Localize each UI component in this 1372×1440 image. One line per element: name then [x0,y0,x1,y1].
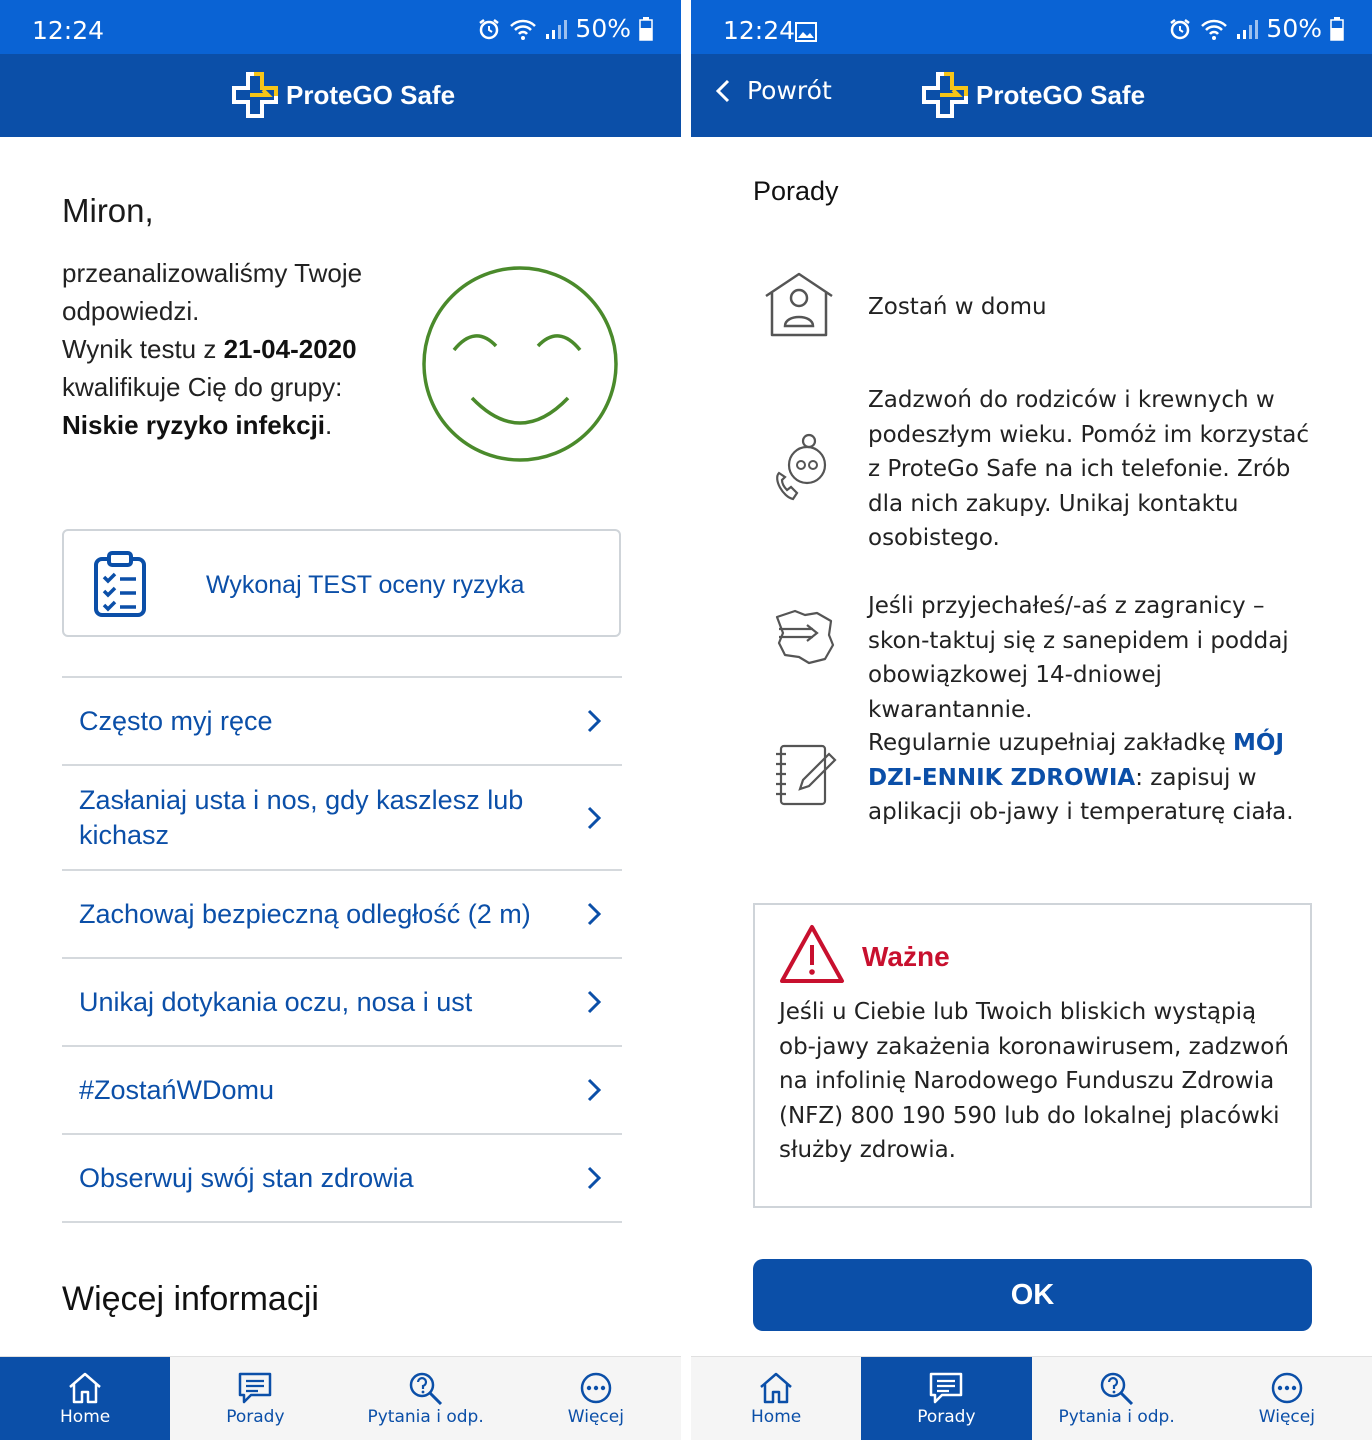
chevron-right-icon [586,1165,602,1191]
nav-faq[interactable] [341,1357,511,1440]
health-diary-link[interactable]: MÓJ DZI-ENNIK ZDROWIA [868,730,1285,791]
clipboard-checklist-icon [92,551,148,617]
search-question-icon [1099,1371,1135,1405]
nav-home-label: Home [751,1407,802,1427]
battery-icon [639,17,653,41]
divider [681,0,691,1440]
advice-text: Zadzwoń do rodziców i krewnych w podeszłym wieku. Pomóż im korzystać z ProteGo Safe na ich telefonie. Zrób dla nich zakupy. Unikaj kontaktu osobistego. [868,387,1310,551]
wifi-icon [509,17,537,41]
nav-faq[interactable] [1032,1357,1202,1440]
left-screen [0,0,681,1440]
alarm-icon [477,17,501,41]
wifi-icon [1200,17,1228,41]
tip-item[interactable] [62,1047,622,1135]
chevron-right-icon [586,1077,602,1103]
result-label: Wynik testu z [62,334,224,364]
warning-body: Jeśli u Ciebie lub Twoich bliskich wystąpią ob-jawy zakażenia koronawirusem, zadzwoń na infolinię Narodowego Funduszu Zdrowia (NFZ) 800 190 590 lub do lokalnej placówki służby zdrowia. [779,999,1289,1163]
app-logo [232,72,455,118]
chevron-left-icon [715,78,731,104]
map-arrow-icon [771,603,837,669]
warning-triangle-icon [779,923,845,985]
result-intro: przeanalizowaliśmy Twoje odpowiedzi. [62,258,363,326]
warning-title: Ważne [862,941,950,972]
nav-porady[interactable] [861,1357,1031,1440]
more-dots-icon [578,1371,614,1405]
tip-label: Często myj ręce [79,705,273,736]
app-logo [922,72,1145,118]
nav-home[interactable] [0,1357,170,1440]
advice-text: Jeśli przyjechałeś/-aś z zagranicy – skon-taktuj się z sanepidem i poddaj obowiązkowej 14-dniowej kwarantannie. [868,593,1289,723]
message-icon [237,1371,273,1405]
protego-logo-icon [232,72,278,118]
tip-label: Unikaj dotykania oczu, nosa i ust [79,986,473,1017]
bottom-nav [691,1356,1372,1440]
test-result-text [62,254,412,444]
smiley-face-icon [418,262,622,466]
nav-porady-label: Porady [226,1407,285,1427]
tip-item[interactable] [62,1135,622,1223]
house-person-icon [763,270,835,338]
ok-button[interactable]: OK [753,1259,1312,1331]
advice-text: Zostań w domu [868,294,1047,320]
advice-text [868,726,1318,830]
tip-item[interactable] [62,959,622,1047]
tip-label: #ZostańWDomu [79,1074,275,1105]
journal-pen-icon [773,742,837,808]
battery-percent: 50% [575,14,631,43]
status-bar [0,0,681,54]
chevron-right-icon [586,901,602,927]
result-group: Niskie ryzyko infekcji [62,410,326,440]
app-title: ProteGO Safe [286,79,456,110]
result-end: . [325,410,333,440]
signal-icon [1236,18,1258,40]
tip-label: Zachowaj bezpieczną odległość (2 m) [79,898,531,929]
status-time: 12:24 [32,16,105,45]
nav-porady-label: Porady [917,1407,976,1427]
home-icon [67,1371,103,1405]
diary-text-end: : zapisuj w aplikacji ob-jawy i temperaturę ciała. [868,764,1294,825]
diary-text-start: Regularnie uzupełniaj zakładkę [868,730,1234,756]
nav-more-label: Więcej [567,1407,624,1427]
app-bar [0,54,681,137]
message-icon [928,1371,964,1405]
nav-faq-label: Pytania i odp. [367,1407,484,1427]
tip-label: Obserwuj swój stan zdrowia [79,1162,414,1193]
status-bar [691,0,1372,54]
tip-item[interactable] [62,766,622,871]
tip-item[interactable] [62,678,622,766]
back-button[interactable] [715,76,832,105]
result-group-label: kwalifikuje Cię do grupy: [62,372,343,402]
nav-home-label: Home [60,1407,111,1427]
app-title: ProteGO Safe [976,79,1146,110]
warning-box [753,903,1312,1208]
image-notification-icon [795,22,817,42]
tip-item[interactable] [62,871,622,959]
result-date: 21-04-2020 [223,334,357,364]
app-bar [691,54,1372,137]
status-time: 12:24 [723,16,796,45]
greeting: Miron, [62,192,154,229]
back-label: Powrót [747,76,832,105]
home-icon [758,1371,794,1405]
tips-list [62,676,622,1223]
nav-home[interactable] [691,1357,861,1440]
signal-icon [545,18,567,40]
nav-more-label: Więcej [1258,1407,1315,1427]
nav-faq-label: Pytania i odp. [1058,1407,1175,1427]
nav-porady[interactable] [170,1357,340,1440]
alarm-icon [1168,17,1192,41]
chevron-right-icon [586,708,602,734]
tip-label: Zasłaniaj usta i nos, gdy kaszlesz lub kichasz [79,784,524,850]
nav-more[interactable] [1202,1357,1372,1440]
protego-logo-icon [922,72,968,118]
chevron-right-icon [586,805,602,831]
elderly-phone-icon [771,433,831,503]
battery-percent: 50% [1266,14,1322,43]
more-info-heading: Więcej informacji [62,1280,319,1318]
page-title: Porady [753,176,839,206]
nav-more[interactable] [511,1357,681,1440]
search-question-icon [408,1371,444,1405]
risk-test-button[interactable] [62,529,621,637]
battery-icon [1330,17,1344,41]
right-screen [691,0,1372,1440]
bottom-nav [0,1356,681,1440]
chevron-right-icon [586,989,602,1015]
more-dots-icon [1269,1371,1305,1405]
risk-test-label: Wykonaj TEST oceny ryzyka [206,571,525,599]
